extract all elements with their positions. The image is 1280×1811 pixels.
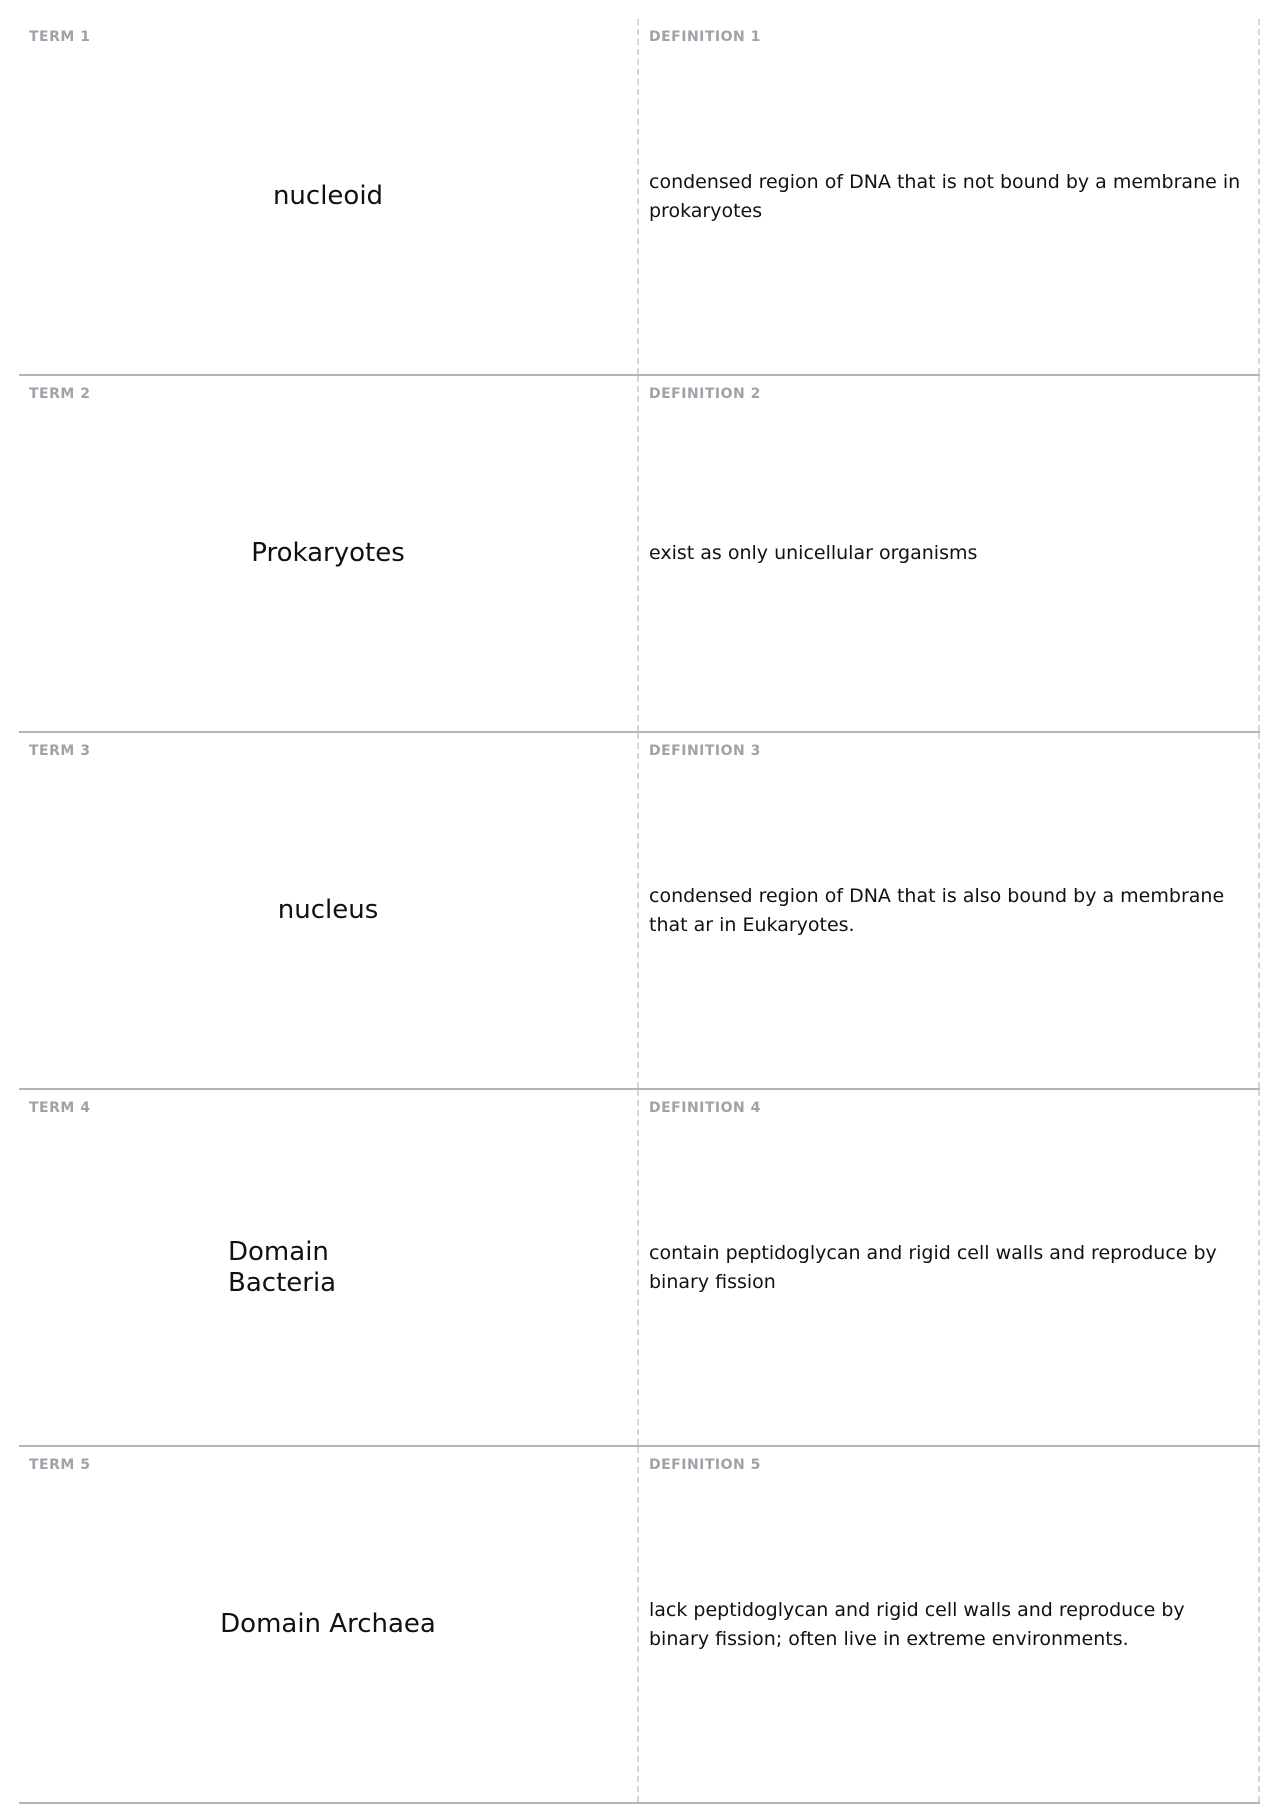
term-label: TERM 2 (29, 386, 91, 402)
term-side (19, 1090, 639, 1445)
flashcard-sheet (19, 19, 1260, 1804)
term-label: TERM 5 (29, 1457, 91, 1473)
definition-text: condensed region of DNA that is not bound by a membrane in prokaryotes (649, 170, 1241, 222)
definition-text: lack peptidoglycan and rigid cell walls and reproduce by binary fission; often live in extreme environments. (649, 1598, 1185, 1650)
term-text: Domain Bacteria (228, 1236, 337, 1298)
definition-side (639, 19, 1260, 374)
definition-label: DEFINITION 4 (649, 1100, 761, 1116)
flashcard-2 (19, 376, 1260, 733)
term-side (19, 1447, 639, 1802)
flashcard-5 (19, 1447, 1260, 1804)
term-side (19, 19, 639, 374)
term-label: TERM 1 (29, 29, 91, 45)
term-label: TERM 3 (29, 743, 91, 759)
definition-label: DEFINITION 3 (649, 743, 761, 759)
flashcard-1 (19, 19, 1260, 376)
flashcard-4 (19, 1090, 1260, 1447)
definition-side (639, 1447, 1260, 1802)
term-text: nucleus (277, 895, 379, 925)
term-text: Domain Archaea (220, 1609, 436, 1639)
term-label: TERM 4 (29, 1100, 91, 1116)
definition-text: exist as only unicellular organisms (649, 542, 978, 564)
definition-label: DEFINITION 1 (649, 29, 761, 45)
definition-text: condensed region of DNA that is also bound by a membrane that ar in Eukaryotes. (649, 884, 1225, 936)
term-side (19, 733, 639, 1088)
term-side (19, 376, 639, 731)
term-text: Prokaryotes (251, 538, 405, 568)
definition-side (639, 376, 1260, 731)
definition-label: DEFINITION 5 (649, 1457, 761, 1473)
definition-side (639, 733, 1260, 1088)
definition-text: contain peptidoglycan and rigid cell walls and reproduce by binary fission (649, 1241, 1217, 1293)
definition-side (639, 1090, 1260, 1445)
flashcard-3 (19, 733, 1260, 1090)
definition-label: DEFINITION 2 (649, 386, 761, 402)
term-text: nucleoid (272, 181, 384, 211)
